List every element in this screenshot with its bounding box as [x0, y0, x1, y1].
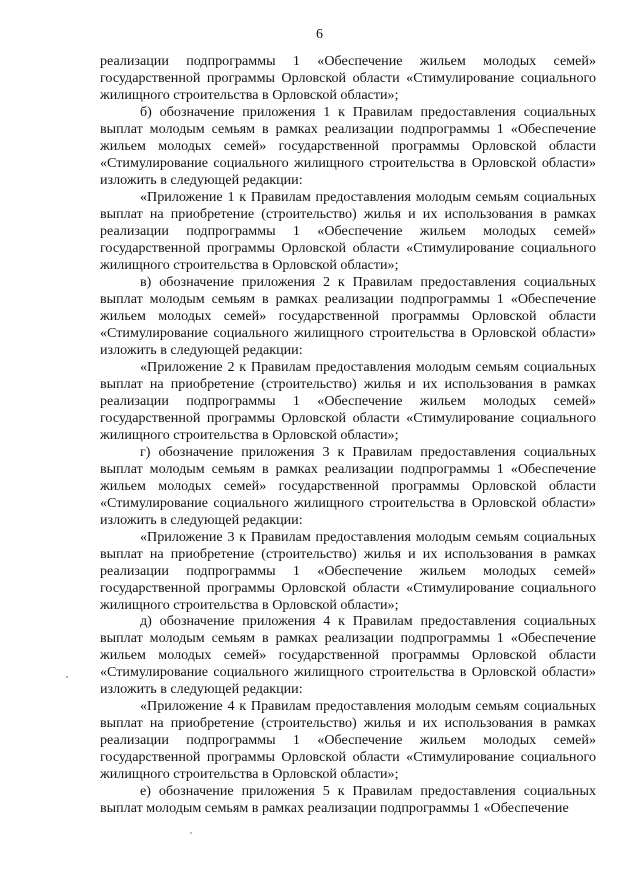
margin-speck [66, 676, 68, 678]
paragraph-quote-appendix-2: «Приложение 2 к Правилам предоставления молодым семьям социальных выплат на приобретение (строительство) жилья и их использования в рамках реализации подпрограммы 1 «Обеспечение жильем молодых семей» государственной программы Орловской области «Стимулирование социального жилищного строительства в Орловской области»; [100, 358, 596, 443]
document-body [100, 53, 596, 817]
paragraph-continuation: реализации подпрограммы 1 «Обеспечение жильем молодых семей» государственной программы Орловской области «Стимулирование социального жилищного строительства в Орловской области»; [100, 53, 596, 103]
paragraph-quote-appendix-3: «Приложение 3 к Правилам предоставления молодым семьям социальных выплат на приобретение (строительство) жилья и их использования в рамках реализации подпрограммы 1 «Обеспечение жильем молодых семей» государственной программы Орловской области «Стимулирование социального жилищного строительства в Орловской области»; [100, 528, 596, 613]
paragraph-item-e: е) обозначение приложения 5 к Правилам предоставления социальных выплат молодым семьям в рамках реализации подпрограммы 1 «Обеспечение [100, 783, 596, 817]
paragraph-item-v: в) обозначение приложения 2 к Правилам предоставления социальных выплат молодым семьям в рамках реализации подпрограммы 1 «Обеспечение жильем молодых семей» государственной программы Орловской области «Стимулирование социального жилищного строительства в Орловской области» изложить в следующей редакции: [100, 273, 596, 358]
paragraph-quote-appendix-1: «Приложение 1 к Правилам предоставления молодым семьям социальных выплат на приобретение (строительство) жилья и их использования в рамках реализации подпрограммы 1 «Обеспечение жильем молодых семей» государственной программы Орловской области «Стимулирование социального жилищного строительства в Орловской области»; [100, 188, 596, 273]
paragraph-item-d: д) обозначение приложения 4 к Правилам предоставления социальных выплат молодым семьям в рамках реализации подпрограммы 1 «Обеспечение жильем молодых семей» государственной программы Орловской области «Стимулирование социального жилищного строительства в Орловской области» изложить в следующей редакции: [100, 613, 596, 698]
paragraph-quote-appendix-4: «Приложение 4 к Правилам предоставления молодым семьям социальных выплат на приобретение (строительство) жилья и их использования в рамках реализации подпрограммы 1 «Обеспечение жильем молодых семей» государственной программы Орловской области «Стимулирование социального жилищного строительства в Орловской области»; [100, 698, 596, 783]
page-number: 6 [316, 27, 323, 42]
paragraph-item-g: г) обозначение приложения 3 к Правилам предоставления социальных выплат молодым семьям в рамках реализации подпрограммы 1 «Обеспечение жильем молодых семей» государственной программы Орловской области «Стимулирование социального жилищного строительства в Орловской области» изложить в следующей редакции: [100, 443, 596, 528]
bottom-speck [190, 832, 192, 834]
paragraph-item-b: б) обозначение приложения 1 к Правилам предоставления социальных выплат молодым семьям в рамках реализации подпрограммы 1 «Обеспечение жильем молодых семей» государственной программы Орловской области «Стимулирование социального жилищного строительства в Орловской области» изложить в следующей редакции: [100, 103, 596, 188]
